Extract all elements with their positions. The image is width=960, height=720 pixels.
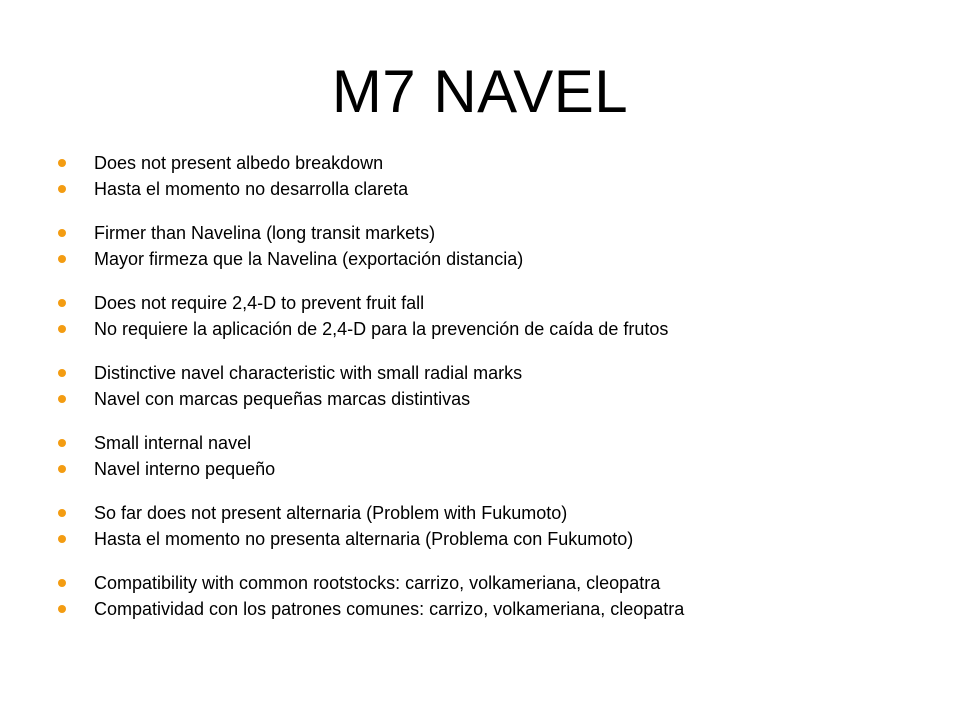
bullet-item (55, 526, 915, 552)
bullet-text: Firmer than Navelina (long transit markets) (94, 223, 436, 243)
bullet-item (55, 176, 915, 202)
bullet-item (55, 570, 915, 596)
bullet-dot-icon (58, 325, 66, 333)
bullet-text: Hasta el momento no presenta alternaria (Problema con Fukumoto) (94, 529, 634, 549)
bullet-dot-icon (58, 535, 66, 543)
bullet-list (55, 150, 915, 640)
bullet-item (55, 360, 915, 386)
bullet-group-6 (55, 500, 915, 552)
bullet-dot-icon (58, 299, 66, 307)
bullet-item (55, 246, 915, 272)
bullet-text: Small internal navel (94, 433, 252, 453)
bullet-group-5 (55, 430, 915, 482)
slide-title: M7 NAVEL (331, 58, 629, 125)
bullet-item (55, 456, 915, 482)
bullet-dot-icon (58, 605, 66, 613)
bullet-dot-icon (58, 395, 66, 403)
bullet-item (55, 316, 915, 342)
bullet-item (55, 500, 915, 526)
bullet-text: Does not present albedo breakdown (94, 153, 384, 173)
bullet-item (55, 150, 915, 176)
bullet-group-3 (55, 290, 915, 342)
bullet-item (55, 386, 915, 412)
bullet-dot-icon (58, 579, 66, 587)
bullet-text: Distinctive navel characteristic with small radial marks (94, 363, 523, 383)
bullet-dot-icon (58, 369, 66, 377)
bullet-text: Navel con marcas pequeñas marcas distintivas (94, 389, 471, 409)
bullet-dot-icon (58, 465, 66, 473)
bullet-text: Mayor firmeza que la Navelina (exportación distancia) (94, 249, 524, 269)
bullet-group-7 (55, 570, 915, 622)
bullet-group-1 (55, 150, 915, 202)
bullet-item (55, 290, 915, 316)
bullet-text: Compatividad con los patrones comunes: carrizo, volkameriana, cleopatra (94, 599, 685, 619)
bullet-dot-icon (58, 185, 66, 193)
bullet-group-4 (55, 360, 915, 412)
bullet-dot-icon (58, 229, 66, 237)
bullet-dot-icon (58, 439, 66, 447)
bullet-text: No requiere la aplicación de 2,4-D para la prevención de caída de frutos (94, 319, 669, 339)
bullet-text: Does not require 2,4-D to prevent fruit fall (94, 293, 425, 313)
bullet-dot-icon (58, 159, 66, 167)
bullet-dot-icon (58, 255, 66, 263)
bullet-item (55, 220, 915, 246)
bullet-text: So far does not present alternaria (Problem with Fukumoto) (94, 503, 568, 523)
bullet-dot-icon (58, 509, 66, 517)
bullet-text: Hasta el momento no desarrolla clareta (94, 179, 409, 199)
bullet-text: Compatibility with common rootstocks: carrizo, volkameriana, cleopatra (94, 573, 661, 593)
bullet-item (55, 596, 915, 622)
bullet-item (55, 430, 915, 456)
bullet-text: Navel interno pequeño (94, 459, 276, 479)
bullet-group-2 (55, 220, 915, 272)
